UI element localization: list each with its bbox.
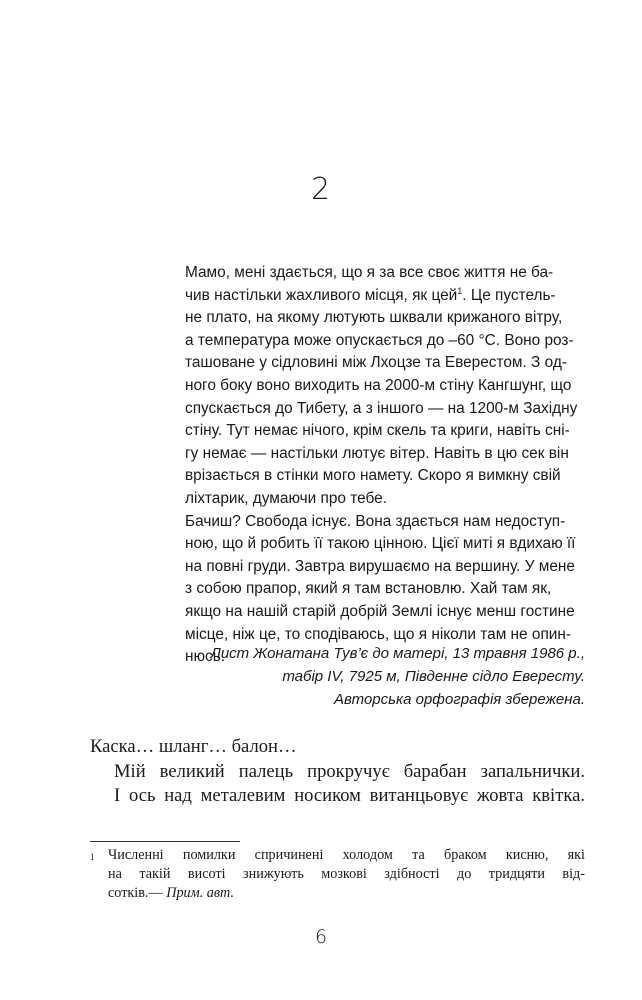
letter-line: спускається до Тибету, а з іншого — на 1200-м Західну: [185, 399, 578, 417]
footnote-reference[interactable]: 1: [457, 285, 463, 296]
page-number: 6: [314, 926, 328, 948]
signature-line: табір IV, 7925 м, Південне сідло Евересту.: [282, 667, 585, 685]
chapter-number: 2: [310, 172, 332, 207]
author-note: Прим. авт.: [166, 885, 235, 901]
letter-line: Мамо, мені здається, що я за все своє життя не ба-: [185, 264, 554, 281]
footnote-line: [108, 884, 585, 903]
narrative-line: І ось над металевим носиком витанцьовує жовта квітка.: [114, 785, 585, 806]
letter-line: на повні груди. Завтра вирушаємо на вершину. У мене: [185, 557, 575, 575]
letter-line: ліхтарик, думаючи про тебе.: [185, 489, 388, 507]
letter-signature: [145, 643, 585, 711]
epigraph-letter: [165, 262, 585, 669]
footnote-marker: 1: [90, 852, 95, 862]
letter-line: нюсь.: [185, 648, 226, 666]
signature-line: Авторська орфографія збережена.: [333, 690, 585, 708]
letter-line: гу немає — настільки лютує вітер. Навіть в цю сек він: [185, 444, 569, 462]
letter-line: а температура може опускається до –60 °C. Воно роз-: [185, 331, 574, 349]
narrative-text: [90, 735, 585, 809]
letter-line: стіну. Тут немає нічого, крім скель та криги, навіть сні-: [185, 422, 570, 440]
signature-line: Лист Жонатана Тув’є до матері, 13 травня 1986 р.,: [210, 645, 585, 662]
narrative-line: Мій великий палець прокручує барабан запальнички.: [114, 760, 585, 782]
footnote-line: на такій висоті знижують мозкові здібності до тридцяти від-: [108, 866, 585, 882]
letter-line-text: чив настільки жахливого місця, як цей: [185, 286, 458, 304]
footnote: [90, 846, 585, 903]
letter-line: врізається в стінки мого намету. Скоро я вимкну свій: [185, 467, 561, 485]
letter-line: якщо на нашій старій добрій Землі існує менш гостине: [185, 602, 575, 620]
letter-line: ташоване у сідловині між Лхоцзе та Еверестом. З од-: [185, 354, 567, 372]
letter-line-text: . Це пустель-: [462, 286, 556, 304]
letter-paragraph-1: [165, 262, 585, 511]
letter-line: [165, 285, 585, 308]
footnote-line-text: сотків.—: [108, 885, 163, 901]
narrative-line: Каска… шланг… балон…: [90, 736, 297, 757]
footnote-divider: [90, 841, 240, 842]
letter-line: ною, що й робить її такою цінною. Цієї миті я вдихаю її: [185, 535, 576, 553]
letter-line: місце, ніж це, то сподіваюсь, що я ніколи там не опин-: [185, 625, 572, 643]
footnote-line: Численні помилки спричинені холодом та браком кисню, які: [108, 847, 585, 863]
letter-line: не плато, на якому лютують шквали крижаного вітру,: [185, 309, 563, 327]
letter-line: ного боку воно виходить на 2000-м стіну Кангшунг, що: [185, 376, 572, 394]
letter-line: Бачиш? Свобода існує. Вона здається нам недоступ-: [185, 512, 566, 530]
letter-line: з собою прапор, який я там встановлю. Хай там як,: [185, 580, 552, 598]
